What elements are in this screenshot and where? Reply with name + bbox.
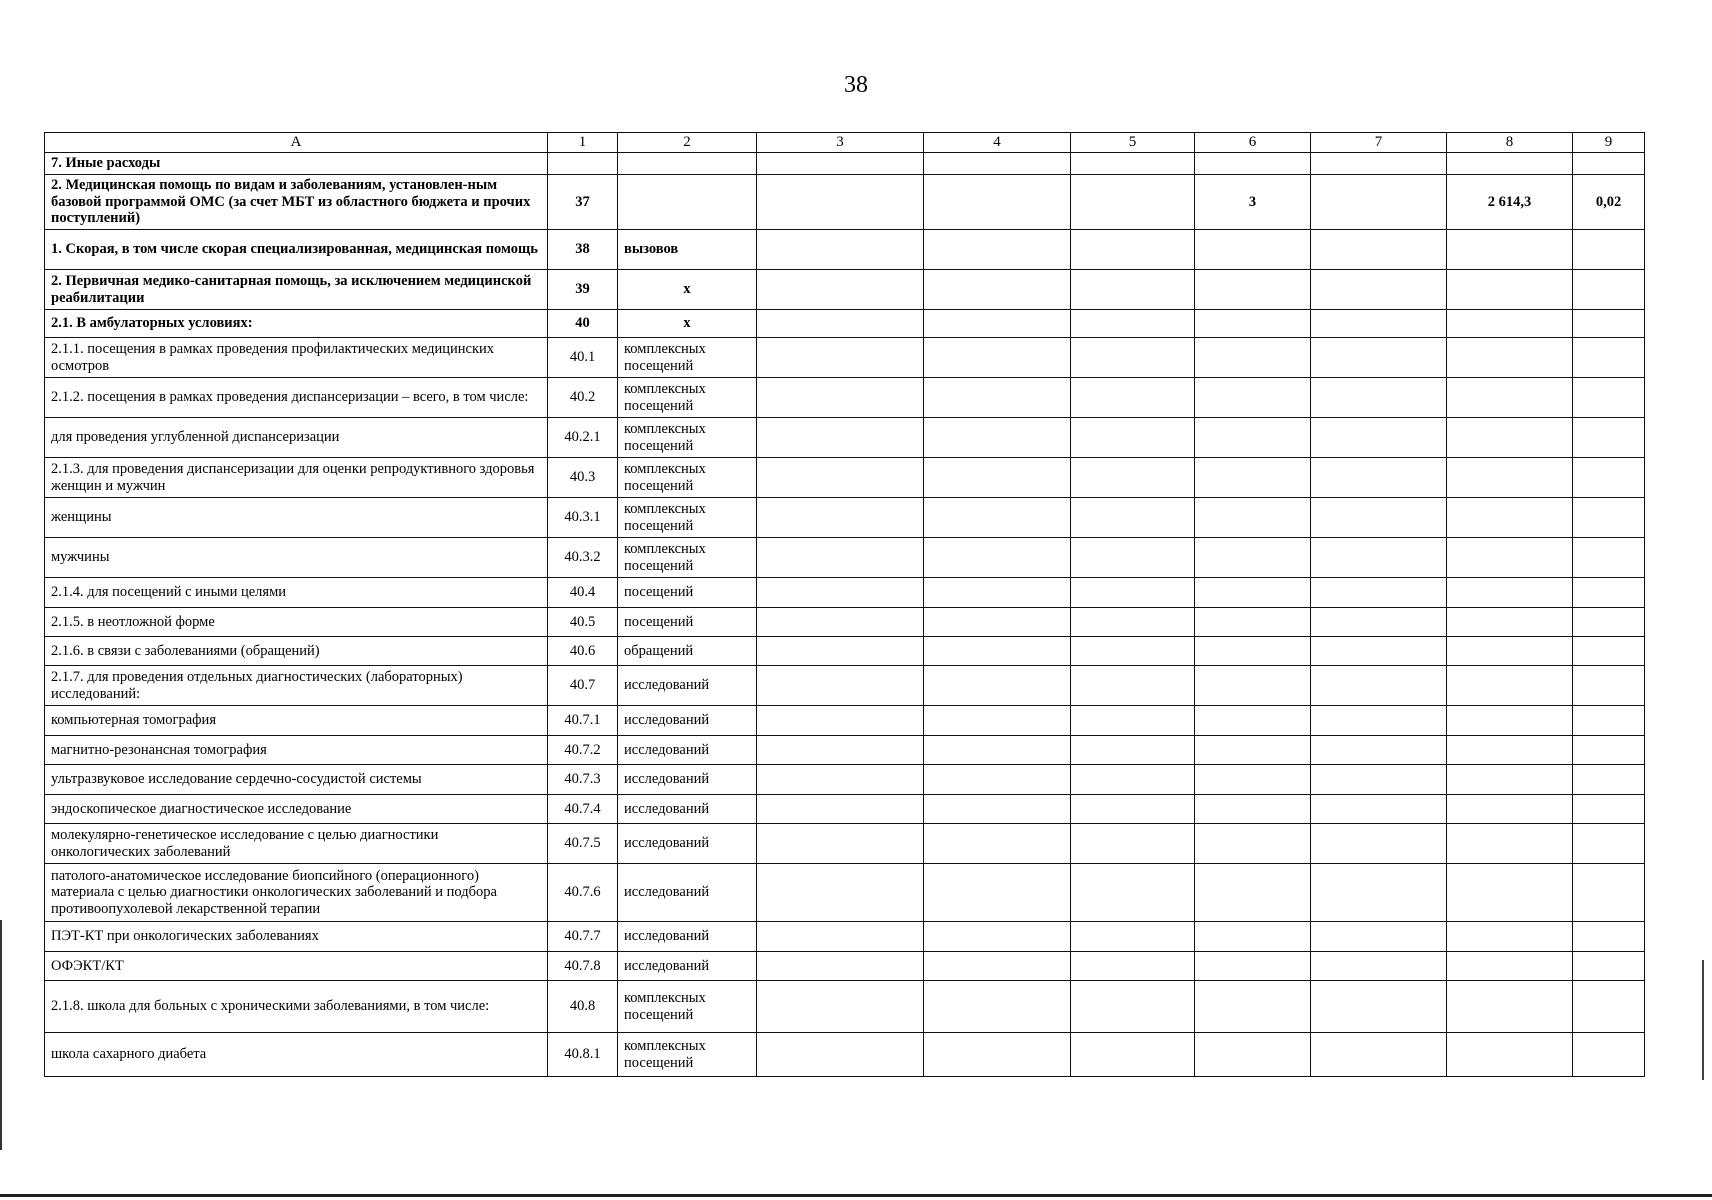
row-unit: комплексных посещений: [618, 538, 757, 578]
row-value-col-8: [1447, 666, 1573, 706]
row-code: 40.7.5: [548, 824, 618, 864]
row-code: 40.3: [548, 458, 618, 498]
row-value-col-9: [1573, 795, 1645, 824]
table-row: [45, 153, 1645, 175]
row-value-col-4: [924, 175, 1071, 230]
row-value-col-6: [1195, 765, 1311, 795]
scan-edge-mark: [1702, 960, 1704, 1080]
row-value-col-8: [1447, 338, 1573, 378]
table-row: [45, 458, 1645, 498]
row-code: 40.8.1: [548, 1033, 618, 1077]
row-unit: исследований: [618, 922, 757, 952]
row-value-col-9: 0,02: [1573, 175, 1645, 230]
row-value-col-9: [1573, 666, 1645, 706]
row-label: для проведения углубленной диспансеризации: [45, 418, 548, 458]
row-value-col-5: [1071, 153, 1195, 175]
row-value-col-6: 3: [1195, 175, 1311, 230]
table-row: [45, 418, 1645, 458]
row-value-col-7: [1311, 922, 1447, 952]
row-unit: комплексных посещений: [618, 418, 757, 458]
row-value-col-7: [1311, 498, 1447, 538]
row-label: школа сахарного диабета: [45, 1033, 548, 1077]
column-header: 9: [1573, 133, 1645, 153]
row-value-col-5: [1071, 578, 1195, 608]
row-value-col-3: [757, 824, 924, 864]
row-value-col-7: [1311, 795, 1447, 824]
row-value-col-4: [924, 736, 1071, 765]
row-label: мужчины: [45, 538, 548, 578]
row-value-col-3: [757, 736, 924, 765]
row-label: женщины: [45, 498, 548, 538]
row-value-col-4: [924, 458, 1071, 498]
row-label: ПЭТ-КТ при онкологических заболеваниях: [45, 922, 548, 952]
row-value-col-3: [757, 795, 924, 824]
row-value-col-8: 2 614,3: [1447, 175, 1573, 230]
row-value-col-4: [924, 765, 1071, 795]
row-label: эндоскопическое диагностическое исследование: [45, 795, 548, 824]
row-value-col-4: [924, 230, 1071, 270]
row-value-col-4: [924, 578, 1071, 608]
row-value-col-9: [1573, 981, 1645, 1033]
table-row: [45, 230, 1645, 270]
row-value-col-3: [757, 230, 924, 270]
row-label: 2.1.1. посещения в рамках проведения профилактических медицинских осмотров: [45, 338, 548, 378]
table-row: [45, 578, 1645, 608]
row-value-col-8: [1447, 230, 1573, 270]
table-row: [45, 378, 1645, 418]
row-label: 2. Медицинская помощь по видам и заболеваниям, установлен-ным базовой программой ОМС (за счет МБТ из областного бюджета и прочих поступлений): [45, 175, 548, 230]
row-value-col-5: [1071, 637, 1195, 666]
row-unit: обращений: [618, 637, 757, 666]
row-value-col-8: [1447, 458, 1573, 498]
row-unit: х: [618, 270, 757, 310]
row-value-col-6: [1195, 922, 1311, 952]
table-row: [45, 706, 1645, 736]
row-value-col-5: [1071, 418, 1195, 458]
row-code: 40.6: [548, 637, 618, 666]
row-value-col-7: [1311, 230, 1447, 270]
row-value-col-9: [1573, 418, 1645, 458]
table-row: [45, 765, 1645, 795]
row-value-col-5: [1071, 765, 1195, 795]
row-value-col-3: [757, 270, 924, 310]
column-header: А: [45, 133, 548, 153]
row-value-col-6: [1195, 338, 1311, 378]
row-code: 40.4: [548, 578, 618, 608]
row-code: 40.7.3: [548, 765, 618, 795]
row-value-col-9: [1573, 310, 1645, 338]
row-value-col-7: [1311, 608, 1447, 637]
row-value-col-5: [1071, 864, 1195, 922]
table-row: [45, 824, 1645, 864]
row-value-col-9: [1573, 608, 1645, 637]
table-row: [45, 538, 1645, 578]
row-value-col-8: [1447, 153, 1573, 175]
row-value-col-6: [1195, 666, 1311, 706]
row-value-col-4: [924, 922, 1071, 952]
row-code: 40.7.7: [548, 922, 618, 952]
row-value-col-8: [1447, 824, 1573, 864]
row-unit: комплексных посещений: [618, 498, 757, 538]
table-row: [45, 1033, 1645, 1077]
row-value-col-3: [757, 1033, 924, 1077]
table-row: [45, 175, 1645, 230]
table-row: [45, 666, 1645, 706]
row-value-col-5: [1071, 175, 1195, 230]
row-code: 40.7.8: [548, 952, 618, 981]
row-value-col-3: [757, 498, 924, 538]
row-value-col-8: [1447, 538, 1573, 578]
table-row: [45, 310, 1645, 338]
row-value-col-9: [1573, 498, 1645, 538]
row-value-col-4: [924, 706, 1071, 736]
row-code: 40.7.6: [548, 864, 618, 922]
row-unit: исследований: [618, 864, 757, 922]
row-value-col-7: [1311, 418, 1447, 458]
row-value-col-6: [1195, 270, 1311, 310]
row-value-col-8: [1447, 418, 1573, 458]
table-row: [45, 795, 1645, 824]
row-value-col-4: [924, 824, 1071, 864]
row-code: 37: [548, 175, 618, 230]
row-label: 2.1.5. в неотложной форме: [45, 608, 548, 637]
row-unit: исследований: [618, 952, 757, 981]
row-value-col-6: [1195, 637, 1311, 666]
row-value-col-5: [1071, 270, 1195, 310]
row-unit: исследований: [618, 736, 757, 765]
row-value-col-4: [924, 270, 1071, 310]
row-value-col-3: [757, 666, 924, 706]
row-value-col-9: [1573, 706, 1645, 736]
row-value-col-5: [1071, 458, 1195, 498]
table-row: [45, 338, 1645, 378]
row-label: 2.1.8. школа для больных с хроническими заболеваниями, в том числе:: [45, 981, 548, 1033]
row-value-col-5: [1071, 538, 1195, 578]
row-unit: комплексных посещений: [618, 338, 757, 378]
row-value-col-9: [1573, 952, 1645, 981]
row-value-col-3: [757, 378, 924, 418]
row-value-col-7: [1311, 981, 1447, 1033]
table-row: [45, 952, 1645, 981]
row-unit: вызовов: [618, 230, 757, 270]
row-value-col-4: [924, 153, 1071, 175]
row-value-col-5: [1071, 498, 1195, 538]
row-value-col-9: [1573, 270, 1645, 310]
row-value-col-7: [1311, 458, 1447, 498]
row-value-col-6: [1195, 824, 1311, 864]
row-value-col-3: [757, 538, 924, 578]
row-code: 40: [548, 310, 618, 338]
row-value-col-3: [757, 458, 924, 498]
row-value-col-8: [1447, 952, 1573, 981]
row-value-col-8: [1447, 578, 1573, 608]
row-value-col-6: [1195, 310, 1311, 338]
row-value-col-5: [1071, 922, 1195, 952]
row-code: 39: [548, 270, 618, 310]
row-label: 1. Скорая, в том числе скорая специализированная, медицинская помощь: [45, 230, 548, 270]
row-value-col-5: [1071, 981, 1195, 1033]
row-value-col-3: [757, 637, 924, 666]
row-value-col-6: [1195, 418, 1311, 458]
row-value-col-9: [1573, 378, 1645, 418]
row-value-col-7: [1311, 637, 1447, 666]
row-value-col-8: [1447, 637, 1573, 666]
row-value-col-5: [1071, 952, 1195, 981]
row-value-col-7: [1311, 736, 1447, 765]
row-unit: комплексных посещений: [618, 458, 757, 498]
row-value-col-9: [1573, 153, 1645, 175]
row-value-col-6: [1195, 608, 1311, 637]
row-unit: посещений: [618, 578, 757, 608]
row-value-col-4: [924, 498, 1071, 538]
column-header: 8: [1447, 133, 1573, 153]
row-value-col-6: [1195, 578, 1311, 608]
row-value-col-7: [1311, 270, 1447, 310]
row-label: 2.1.7. для проведения отдельных диагностических (лабораторных) исследований:: [45, 666, 548, 706]
row-value-col-5: [1071, 378, 1195, 418]
row-value-col-3: [757, 578, 924, 608]
row-unit: комплексных посещений: [618, 378, 757, 418]
row-value-col-6: [1195, 795, 1311, 824]
row-code: [548, 153, 618, 175]
row-value-col-6: [1195, 736, 1311, 765]
row-value-col-5: [1071, 795, 1195, 824]
row-value-col-6: [1195, 706, 1311, 736]
row-value-col-5: [1071, 338, 1195, 378]
row-value-col-7: [1311, 578, 1447, 608]
row-value-col-4: [924, 795, 1071, 824]
row-code: 40.2.1: [548, 418, 618, 458]
row-value-col-8: [1447, 1033, 1573, 1077]
row-value-col-7: [1311, 538, 1447, 578]
row-value-col-8: [1447, 922, 1573, 952]
table-row: [45, 498, 1645, 538]
page-number: 38: [844, 72, 868, 98]
row-unit: исследований: [618, 765, 757, 795]
row-value-col-3: [757, 981, 924, 1033]
table-row: [45, 608, 1645, 637]
row-value-col-8: [1447, 795, 1573, 824]
row-label: магнитно-резонансная томография: [45, 736, 548, 765]
row-label: молекулярно-генетическое исследование с целью диагностики онкологических заболеваний: [45, 824, 548, 864]
row-unit: х: [618, 310, 757, 338]
row-value-col-7: [1311, 175, 1447, 230]
scan-edge-line: [0, 1194, 1712, 1197]
row-code: 40.5: [548, 608, 618, 637]
row-value-col-4: [924, 637, 1071, 666]
row-value-col-4: [924, 666, 1071, 706]
row-code: 40.7: [548, 666, 618, 706]
row-value-col-6: [1195, 981, 1311, 1033]
row-unit: исследований: [618, 666, 757, 706]
row-value-col-3: [757, 338, 924, 378]
row-value-col-7: [1311, 952, 1447, 981]
table-row: [45, 864, 1645, 922]
row-value-col-5: [1071, 736, 1195, 765]
row-value-col-3: [757, 706, 924, 736]
column-header: 5: [1071, 133, 1195, 153]
row-value-col-8: [1447, 736, 1573, 765]
row-code: 40.3.2: [548, 538, 618, 578]
row-code: 40.7.4: [548, 795, 618, 824]
row-value-col-4: [924, 418, 1071, 458]
row-value-col-7: [1311, 310, 1447, 338]
row-code: 40.7.1: [548, 706, 618, 736]
row-value-col-4: [924, 1033, 1071, 1077]
table-row: [45, 736, 1645, 765]
row-value-col-3: [757, 922, 924, 952]
column-header: 6: [1195, 133, 1311, 153]
row-value-col-9: [1573, 824, 1645, 864]
row-value-col-4: [924, 952, 1071, 981]
row-value-col-8: [1447, 270, 1573, 310]
row-unit: исследований: [618, 795, 757, 824]
row-label: 2.1.2. посещения в рамках проведения диспансеризации – всего, в том числе:: [45, 378, 548, 418]
row-value-col-5: [1071, 666, 1195, 706]
row-value-col-9: [1573, 458, 1645, 498]
row-value-col-9: [1573, 765, 1645, 795]
row-value-col-5: [1071, 230, 1195, 270]
row-value-col-8: [1447, 981, 1573, 1033]
row-unit: комплексных посещений: [618, 981, 757, 1033]
row-value-col-3: [757, 175, 924, 230]
row-label: 2.1.6. в связи с заболеваниями (обращений): [45, 637, 548, 666]
table-row: [45, 270, 1645, 310]
row-value-col-8: [1447, 310, 1573, 338]
row-value-col-9: [1573, 578, 1645, 608]
data-table: [44, 132, 1645, 1077]
row-value-col-6: [1195, 538, 1311, 578]
row-unit: [618, 175, 757, 230]
row-unit: исследований: [618, 706, 757, 736]
row-value-col-6: [1195, 952, 1311, 981]
row-value-col-9: [1573, 864, 1645, 922]
row-code: 40.7.2: [548, 736, 618, 765]
row-value-col-8: [1447, 765, 1573, 795]
row-value-col-5: [1071, 706, 1195, 736]
column-header: 1: [548, 133, 618, 153]
table-row: [45, 981, 1645, 1033]
row-label: 2. Первичная медико-санитарная помощь, за исключением медицинской реабилитации: [45, 270, 548, 310]
row-value-col-5: [1071, 1033, 1195, 1077]
row-value-col-4: [924, 538, 1071, 578]
row-label: ультразвуковое исследование сердечно-сосудистой системы: [45, 765, 548, 795]
row-value-col-6: [1195, 498, 1311, 538]
row-code: 38: [548, 230, 618, 270]
row-label: 2.1.3. для проведения диспансеризации для оценки репродуктивного здоровья женщин и мужчин: [45, 458, 548, 498]
row-value-col-4: [924, 338, 1071, 378]
row-value-col-3: [757, 864, 924, 922]
column-header: 7: [1311, 133, 1447, 153]
row-value-col-5: [1071, 608, 1195, 637]
row-value-col-4: [924, 864, 1071, 922]
row-value-col-4: [924, 981, 1071, 1033]
row-code: 40.3.1: [548, 498, 618, 538]
row-value-col-4: [924, 310, 1071, 338]
table-row: [45, 922, 1645, 952]
row-value-col-6: [1195, 458, 1311, 498]
row-value-col-7: [1311, 338, 1447, 378]
row-code: 40.8: [548, 981, 618, 1033]
column-header: 3: [757, 133, 924, 153]
column-header: 2: [618, 133, 757, 153]
row-value-col-9: [1573, 338, 1645, 378]
row-value-col-3: [757, 418, 924, 458]
row-value-col-9: [1573, 922, 1645, 952]
row-code: 40.2: [548, 378, 618, 418]
row-value-col-5: [1071, 310, 1195, 338]
row-value-col-6: [1195, 230, 1311, 270]
row-value-col-8: [1447, 608, 1573, 637]
row-value-col-7: [1311, 824, 1447, 864]
row-value-col-4: [924, 378, 1071, 418]
row-unit: комплексных посещений: [618, 1033, 757, 1077]
row-value-col-7: [1311, 666, 1447, 706]
row-value-col-6: [1195, 378, 1311, 418]
row-value-col-4: [924, 608, 1071, 637]
table-row: [45, 637, 1645, 666]
row-value-col-3: [757, 765, 924, 795]
row-value-col-7: [1311, 864, 1447, 922]
row-label: 7. Иные расходы: [45, 153, 548, 175]
row-label: 2.1.4. для посещений с иными целями: [45, 578, 548, 608]
row-value-col-5: [1071, 824, 1195, 864]
row-value-col-8: [1447, 706, 1573, 736]
scan-edge-mark: [0, 920, 2, 1150]
row-label: 2.1. В амбулаторных условиях:: [45, 310, 548, 338]
row-value-col-8: [1447, 378, 1573, 418]
row-value-col-9: [1573, 1033, 1645, 1077]
row-value-col-9: [1573, 637, 1645, 666]
row-value-col-9: [1573, 538, 1645, 578]
row-value-col-9: [1573, 736, 1645, 765]
row-unit: посещений: [618, 608, 757, 637]
row-unit: [618, 153, 757, 175]
row-code: 40.1: [548, 338, 618, 378]
row-value-col-3: [757, 952, 924, 981]
row-unit: исследований: [618, 824, 757, 864]
row-value-col-8: [1447, 864, 1573, 922]
row-value-col-3: [757, 608, 924, 637]
column-header: 4: [924, 133, 1071, 153]
row-value-col-7: [1311, 706, 1447, 736]
row-label: патолого-анатомическое исследование биопсийного (операционного) материала с целью диагностики онкологических заболеваний и подбора противоопухолевой лекарственной терапии: [45, 864, 548, 922]
row-value-col-6: [1195, 1033, 1311, 1077]
row-value-col-9: [1573, 230, 1645, 270]
row-value-col-7: [1311, 153, 1447, 175]
row-value-col-3: [757, 153, 924, 175]
row-value-col-7: [1311, 378, 1447, 418]
row-value-col-6: [1195, 864, 1311, 922]
row-label: компьютерная томография: [45, 706, 548, 736]
row-value-col-6: [1195, 153, 1311, 175]
header-row: [45, 133, 1645, 153]
row-value-col-3: [757, 310, 924, 338]
row-value-col-7: [1311, 1033, 1447, 1077]
row-label: ОФЭКТ/КТ: [45, 952, 548, 981]
row-value-col-7: [1311, 765, 1447, 795]
row-value-col-8: [1447, 498, 1573, 538]
